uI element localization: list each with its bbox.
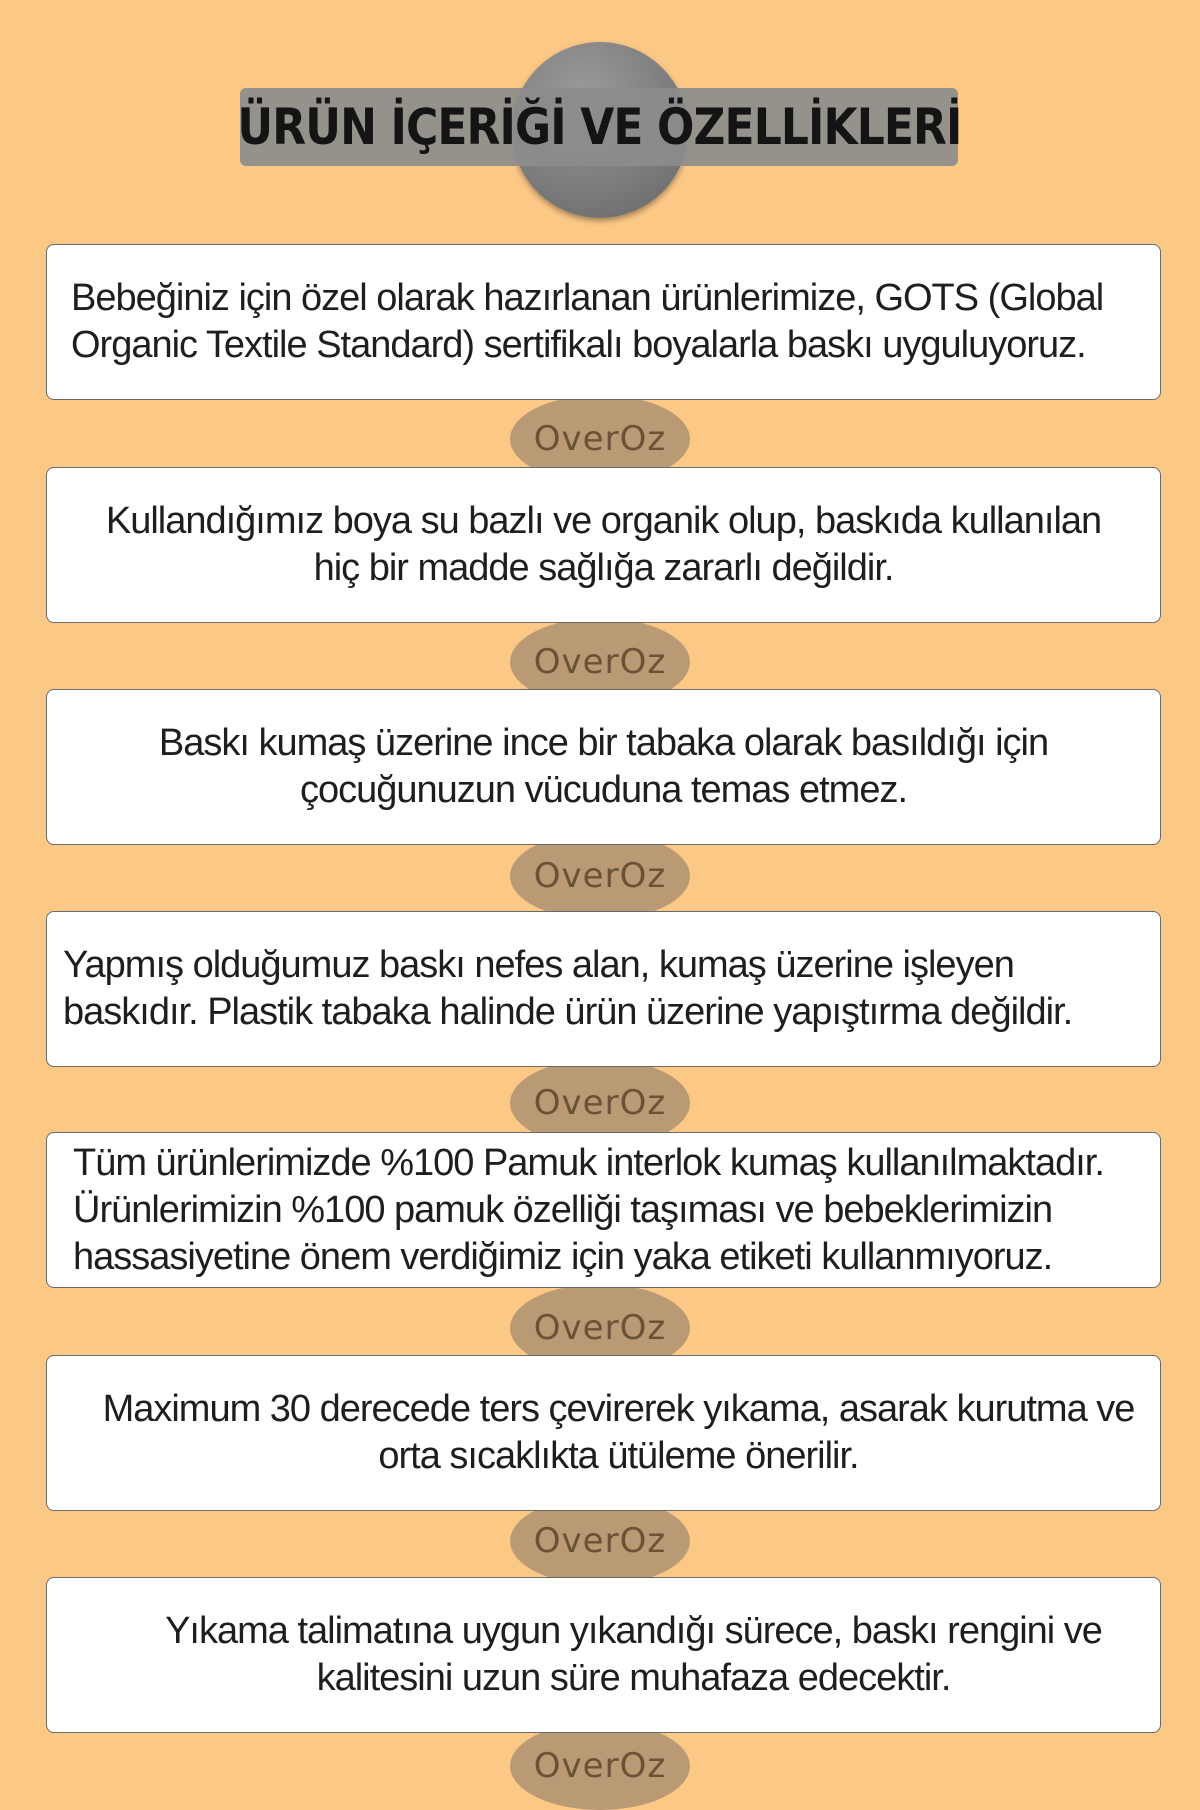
info-box-cotton-fabric (46, 1132, 1161, 1288)
info-box-gots (46, 244, 1161, 400)
brand-stamp-label: OverOz (533, 1308, 667, 1348)
info-text: Kullandığımız boya su bazlı ve organik olup, baskıda kullanılan hiç bir madde sağlığa zararlı değildir. (105, 500, 1102, 589)
brand-stamp-label: OverOz (533, 1521, 667, 1561)
brand-stamp-label: OverOz (533, 1746, 667, 1786)
info-text: Baskı kumaş üzerine ince bir tabaka olarak basıldığı için çocuğunuzun vücuduna temas etmez. (158, 722, 1049, 811)
brand-stamp-label: OverOz (533, 856, 667, 896)
title-banner (236, 88, 962, 166)
info-box-print-durability (46, 1577, 1161, 1733)
info-text: Tüm ürünlerimizde %100 Pamuk interlok kumaş kullanılmaktadır. Ürünlerimizin %100 pamuk özelliği taşıması ve bebeklerimizin hassasiyetine önem verdiğimiz için yaka etiketi kullanmıyoruz. (73, 1141, 1104, 1278)
brand-stamp (510, 1722, 690, 1810)
info-box-breathable-print (46, 911, 1161, 1067)
brand-stamp-label: OverOz (533, 419, 667, 459)
info-text: Bebeğiniz için özel olarak hazırlanan ürünlerimize, GOTS (Global Organic Textile Standard) sertifikalı boyalarla baskı uyguluyoruz. (71, 277, 1104, 366)
page-title: ÜRÜN İÇERİĞİ VE ÖZELLİKLERİ (236, 98, 962, 156)
brand-stamp-label: OverOz (533, 642, 667, 682)
brand-stamp-label: OverOz (533, 1083, 667, 1123)
info-box-water-based-dye (46, 467, 1161, 623)
info-text: Yıkama talimatına uygun yıkandığı sürece, baskı rengini ve kalitesini uzun süre muhafaza edecektir. (165, 1610, 1102, 1699)
info-text: Yapmış olduğumuz baskı nefes alan, kumaş üzerine işleyen baskıdır. Plastik tabaka halinde ürün üzerine yapıştırma değildir. (63, 944, 1073, 1033)
info-text: Maximum 30 derecede ters çevirerek yıkama, asarak kurutma ve orta sıcaklıkta ütüleme önerilir. (102, 1388, 1135, 1477)
info-box-thin-print-layer (46, 689, 1161, 845)
info-box-washing-instructions (46, 1355, 1161, 1511)
brand-stamp (510, 832, 690, 920)
